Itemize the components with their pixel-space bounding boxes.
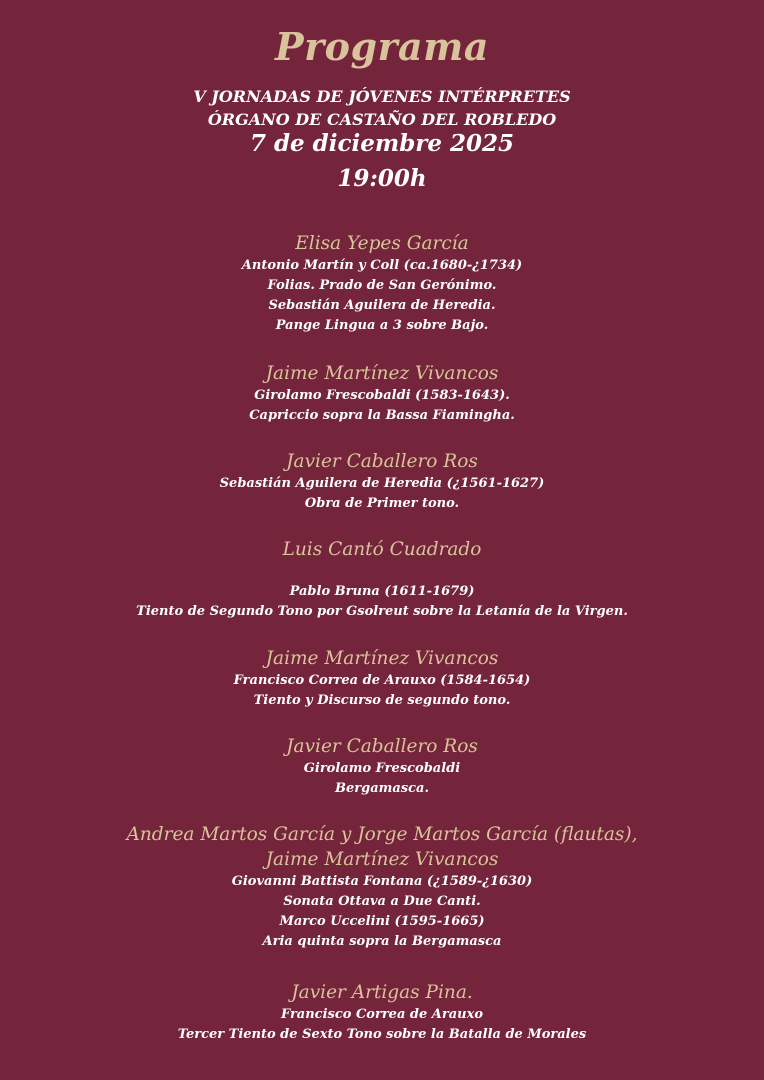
program-line: Tercer Tiento de Sexto Tono sobre la Batalla de Morales xyxy=(177,1027,587,1042)
performance-block-3 xyxy=(0,449,764,514)
program-line: Capriccio sopra la Bassa Fiamingha. xyxy=(249,408,515,423)
event-subtitle-line2: ÓRGANO DE CASTAÑO DEL ROBLEDO xyxy=(207,110,557,129)
program-line: Girolamo Frescobaldi xyxy=(303,761,461,776)
performer-note: (flautas), xyxy=(548,824,638,845)
program-line: Bergamasca. xyxy=(335,781,429,796)
performance-block-6 xyxy=(0,734,764,799)
performer-name: Javier Artigas Pina. xyxy=(291,982,473,1003)
event-date: 7 de diciembre 2025 xyxy=(249,130,515,157)
event-subtitle-line1: V JORNADAS DE JÓVENES INTÉRPRETES xyxy=(193,87,571,106)
performer-name: Jaime Martínez Vivancos xyxy=(265,363,499,384)
event-time: 19:00h xyxy=(337,165,427,192)
performer-name: Elisa Yepes García xyxy=(295,233,469,254)
performance-block-8 xyxy=(0,980,764,1045)
program-line: Girolamo Frescobaldi (1583-1643). xyxy=(254,388,510,403)
performer-name: Jaime Martínez Vivancos xyxy=(265,849,499,870)
program-line: Francisco Correa de Arauxo xyxy=(280,1007,484,1022)
program-line: Pange Lingua a 3 sobre Bajo. xyxy=(275,318,489,333)
program-line: Sebastián Aguilera de Heredia (¿1561-1627) xyxy=(219,476,545,491)
performer-name: Javier Caballero Ros xyxy=(286,736,478,757)
performer-name: Andrea Martos García y Jorge Martos García xyxy=(126,824,549,845)
performance-block-4 xyxy=(0,537,764,622)
program-line: Obra de Primer tono. xyxy=(304,496,460,511)
program-line: Aria quinta sopra la Bergamasca xyxy=(262,934,502,949)
program-line: Tiento de Segundo Tono por Gsolreut sobre la Letanía de la Virgen. xyxy=(136,604,628,619)
program-line: Marco Uccelini (1595-1665) xyxy=(279,914,485,929)
program-line: Antonio Martín y Coll (ca.1680-¿1734) xyxy=(241,258,523,273)
program-line: Sebastián Aguilera de Heredia. xyxy=(268,298,496,313)
performance-block-1 xyxy=(0,231,764,336)
performance-block-2 xyxy=(0,361,764,426)
program-line: Folias. Prado de San Gerónimo. xyxy=(267,278,497,293)
program-line: Pablo Bruna (1611-1679) xyxy=(289,584,475,599)
page-title: Programa xyxy=(275,24,489,69)
performance-block-5 xyxy=(0,646,764,711)
performance-block-7 xyxy=(0,822,764,952)
program-line: Tiento y Discurso de segundo tono. xyxy=(253,693,511,708)
performer-name: Jaime Martínez Vivancos xyxy=(265,648,499,669)
program-line: Sonata Ottava a Due Canti. xyxy=(283,894,481,909)
performer-name-line1 xyxy=(0,822,764,847)
performer-name: Luis Cantó Cuadrado xyxy=(282,539,482,560)
program-line: Francisco Correa de Arauxo (1584-1654) xyxy=(233,673,531,688)
program-line: Giovanni Battista Fontana (¿1589-¿1630) xyxy=(231,874,533,889)
performer-name: Javier Caballero Ros xyxy=(286,451,478,472)
